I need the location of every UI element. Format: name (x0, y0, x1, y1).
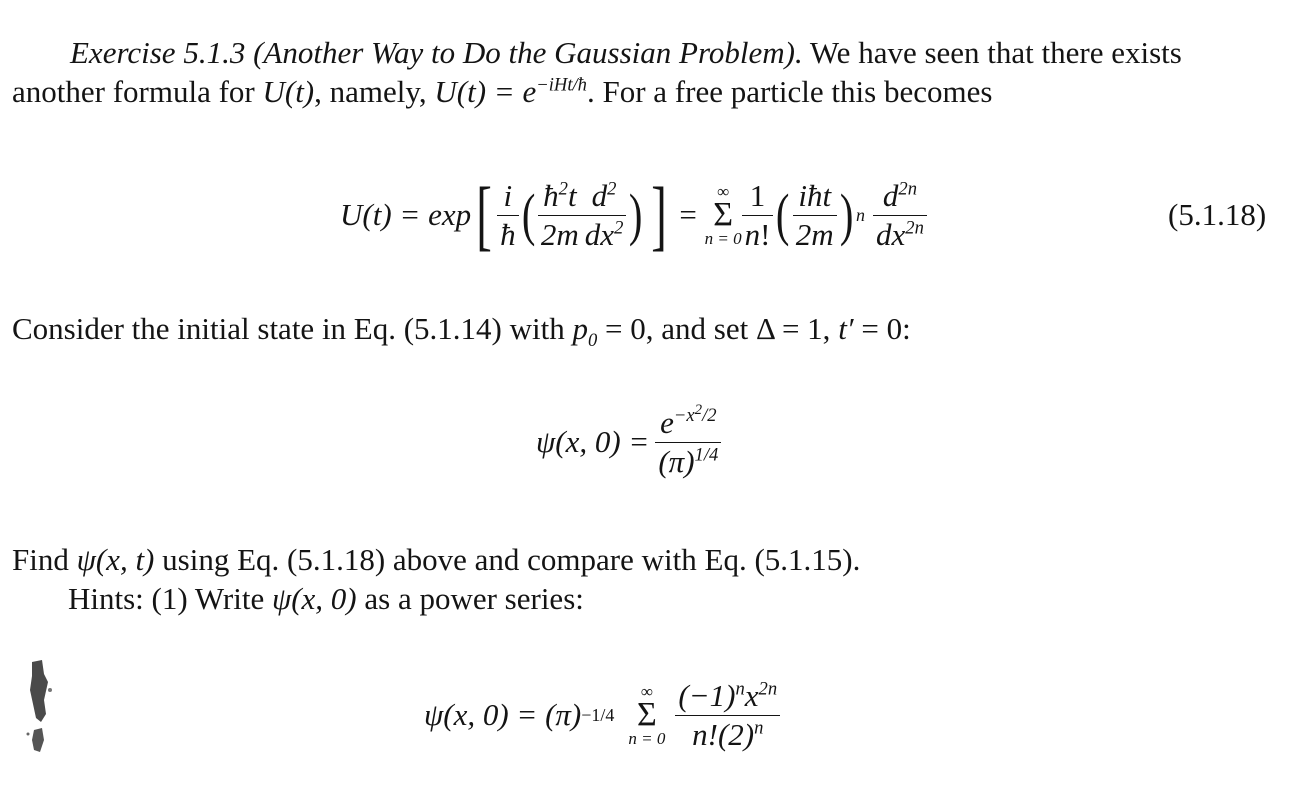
symbol-t-prime: t′ (838, 311, 854, 346)
right-bracket: ] (650, 171, 667, 258)
paragraph-initial-state: Consider the initial state in Eq. (5.1.14) with $p_0 = 0$, and set Δ = 1, t′ = 0: (12, 311, 911, 352)
exercise-heading-line (70, 33, 1182, 73)
fraction-d2-over-dx2: $\frac{d^2}{dx^2}$ (582, 178, 627, 253)
fraction-i-over-hbar: $\frac{i}{ħ}$ (497, 178, 519, 253)
equals-sign: = (671, 197, 705, 232)
right-paren: ) (629, 182, 643, 247)
formula-u-exponential: $U(t) = e^{-iHt/ħ}$ (434, 74, 587, 109)
fraction-hbar2t-over-2m: $\frac{ħ^2t}{2m}$ (538, 178, 582, 253)
symbol-psi-x-t: ψ(x, t) (76, 542, 155, 577)
symbol-psi-x-0: ψ(x, 0) (271, 581, 357, 616)
equation-number-5-1-18: (5.1.18) (1168, 197, 1267, 232)
equation-5-1-18: U(t) = exp [ $\frac{i}{ħ}$ ( $\frac{ħ^2t}{2m}$ $\frac{d^2}{dx^2}$ ) ] = ∞ Σ n = 0 $\frac{1}{n!}$ ( $\frac{\text{iħt}}{2m}$ ) n $\frac{d^{2n}}{dx^{2n}}$ (340, 160, 927, 270)
fraction-gaussian: $\frac{e^{-x^2/2}}{(\pi)^{1/4}}$ (655, 405, 721, 480)
equation-2-lhs: ψ(x, 0) = (536, 424, 650, 459)
left-bracket: [ (476, 171, 492, 258)
equation-initial-wavefunction (536, 392, 721, 492)
fraction-ihbart-over-2m: $\frac{\text{iħt}}{2m}$ (793, 178, 837, 253)
intro-line-2-a: another formula for (12, 74, 255, 109)
intro-line-2 (12, 72, 992, 112)
exercise-label: Exercise 5.1.3 (70, 35, 246, 70)
left-paren: ( (521, 182, 536, 247)
fraction-series-term: $\frac{(-1)^nx^{2n}}{n!(2)^n}$ (675, 678, 780, 753)
right-paren-2: ) (839, 182, 854, 247)
intro-line-2-b: , namely, (314, 74, 427, 109)
exercise-title: (Another Way to Do the Gaussian Problem). (253, 35, 803, 70)
paragraph-hints: Hints: (1) Write ψ(x, 0) as a power series: (68, 581, 584, 616)
summation-sign-2: ∞ Σ n = 0 (628, 682, 666, 748)
symbol-u-of-t: U(t) (262, 74, 315, 109)
scan-smudge (24, 660, 56, 760)
summation-sign: ∞ Σ n = 0 (704, 182, 742, 248)
fraction-d2n-over-dx2n: $\frac{d^{2n}}{dx^{2n}}$ (873, 178, 927, 253)
symbol-p0: $p_0$ (572, 311, 598, 352)
equation-power-series: ψ(x, 0) = (π) −1/4 ∞ Σ n = 0 $\frac{(-1)^nx^{2n}}{n!(2)^n}$ (424, 665, 780, 765)
left-paren-2: ( (776, 182, 790, 247)
paragraph-find: Find ψ(x, t) using Eq. (5.1.18) above and compare with Eq. (5.1.15). (12, 542, 861, 577)
equation-3-lhs: ψ(x, 0) = (π) (424, 697, 582, 732)
intro-text: We have seen that there exists (809, 35, 1182, 70)
intro-line-2-c: . For a free particle this becomes (586, 74, 993, 109)
fraction-1-over-nfact: $\frac{1}{n!}$ (742, 178, 774, 253)
equation-1-lhs: U(t) = exp (340, 197, 472, 232)
